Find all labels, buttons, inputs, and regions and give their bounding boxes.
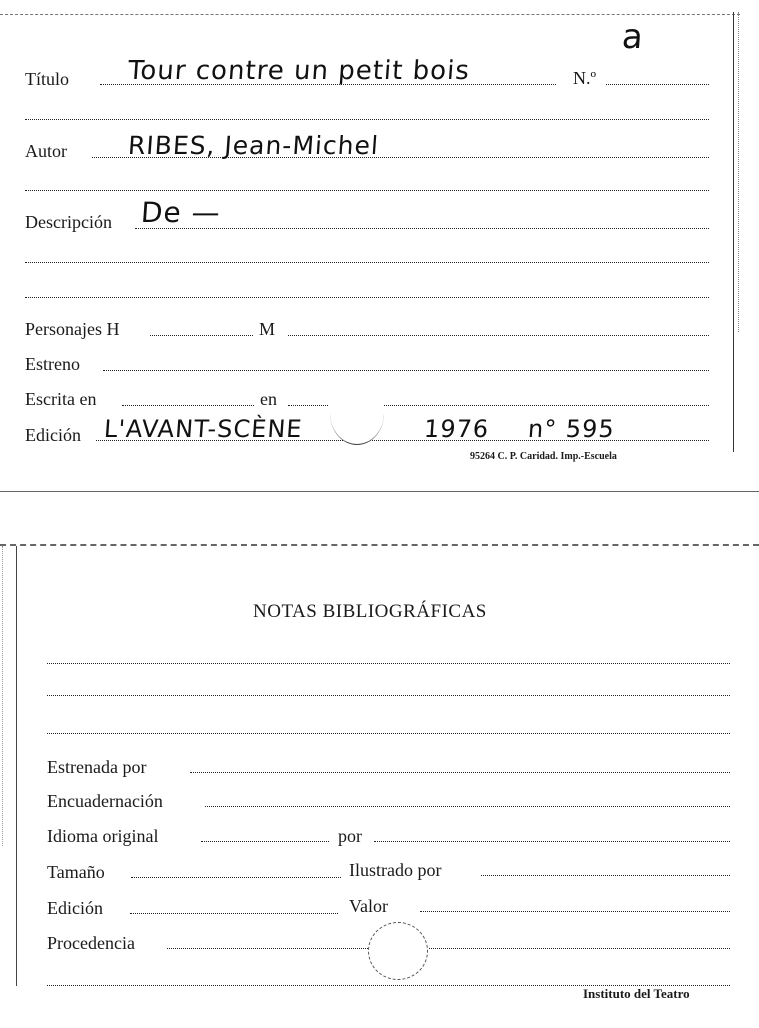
- m-label: M: [259, 319, 276, 339]
- estrenada-label: Estrenada por: [47, 757, 147, 777]
- printer-mark: 95264 C. P. Caridad. Imp.-Escuela: [470, 451, 617, 462]
- descripcion-line-3: [25, 297, 709, 298]
- valor-label: Valor: [349, 896, 388, 916]
- edicion-label: Edición: [25, 425, 81, 445]
- procedencia-line: [167, 948, 730, 949]
- tamano-label: Tamaño: [47, 862, 105, 882]
- en-line-b: [382, 405, 709, 406]
- numero-line: [606, 84, 709, 85]
- en-line-a: [288, 405, 328, 406]
- back-top-edge: [0, 544, 759, 546]
- titulo-label: Título: [25, 69, 69, 89]
- en-label: en: [260, 389, 277, 409]
- autor-label: Autor: [25, 141, 67, 161]
- edicion-year: 1976: [423, 415, 491, 443]
- personajes-m-line: [288, 335, 709, 336]
- card-front: [0, 0, 759, 495]
- descripcion-line: [135, 228, 709, 229]
- tamano-line: [131, 877, 341, 878]
- punch-hole-back: [368, 922, 428, 980]
- personajes-label: Personajes H: [25, 319, 120, 339]
- edicion-number: n° 595: [527, 415, 616, 443]
- ilustrado-line: [481, 875, 730, 876]
- encuadernacion-line: [205, 806, 730, 807]
- escrita-line: [122, 405, 254, 406]
- descripcion-line-2: [25, 262, 709, 263]
- personajes-h-line: [150, 335, 253, 336]
- notas-line-1: [47, 663, 730, 664]
- autor-line-2: [25, 190, 709, 191]
- encuadernacion-label: Encuadernación: [47, 791, 163, 811]
- titulo-line-2: [25, 119, 709, 120]
- punch-hole: [330, 382, 384, 445]
- card-right-noise: [738, 12, 753, 332]
- por-line: [374, 841, 730, 842]
- ilustrado-label: Ilustrado por: [349, 860, 442, 880]
- por-label: por: [338, 826, 362, 846]
- notas-heading: NOTAS BIBLIOGRÁFICAS: [253, 601, 487, 622]
- valor-line: [420, 911, 730, 912]
- card-right-border: [733, 12, 734, 452]
- back-left-border: [16, 546, 17, 986]
- descripcion-label: Descripción: [25, 212, 112, 232]
- estrenada-line: [190, 772, 730, 773]
- footer-institution: Instituto del Teatro: [583, 986, 690, 1001]
- numero-label: N.º: [573, 68, 597, 88]
- estreno-line: [103, 370, 709, 371]
- edicion2-label: Edición: [47, 898, 103, 918]
- autor-handwritten: RIBES, Jean-Michel: [127, 131, 380, 160]
- back-left-noise: [2, 546, 3, 846]
- edicion2-line: [130, 913, 338, 914]
- notas-line-2: [47, 695, 730, 696]
- titulo-handwritten: Tour contre un petit bois: [126, 56, 471, 86]
- card-bottom-edge: [0, 491, 759, 492]
- escrita-label: Escrita en: [25, 389, 97, 409]
- edicion-publisher: L'AVANT-SCÈNE: [103, 415, 304, 443]
- notas-line-3: [47, 733, 730, 734]
- procedencia-label: Procedencia: [47, 933, 135, 953]
- card-top-edge: [0, 14, 740, 15]
- idioma-label: Idioma original: [47, 826, 159, 846]
- estreno-label: Estreno: [25, 354, 80, 374]
- card-back: [0, 530, 759, 1028]
- descripcion-handwritten: De —: [139, 196, 222, 229]
- letter-mark: a: [620, 17, 646, 57]
- idioma-line: [201, 841, 329, 842]
